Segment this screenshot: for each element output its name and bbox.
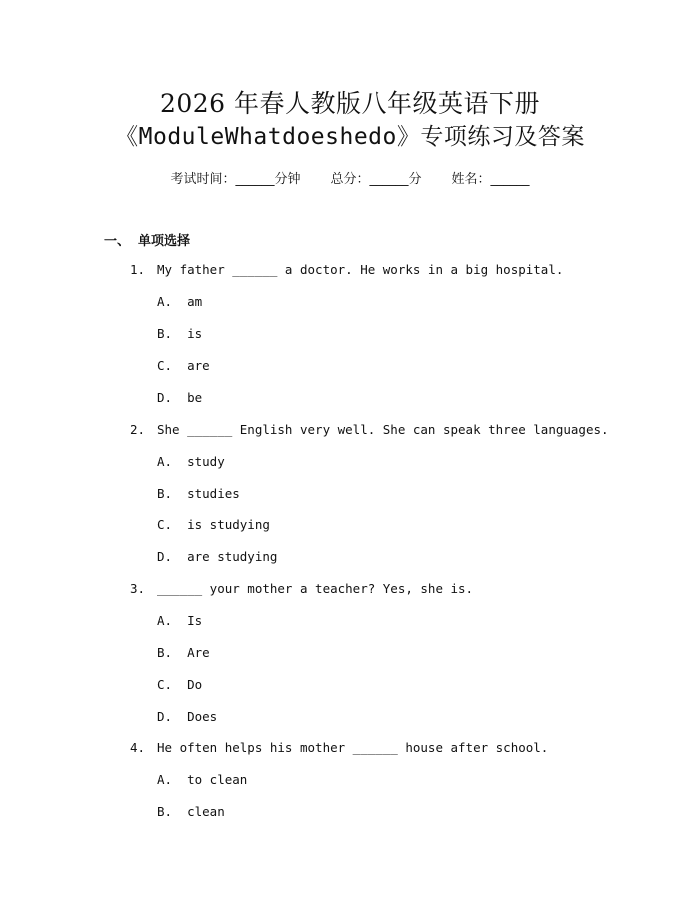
option-item: C. are (157, 358, 210, 373)
exam-time-label: 考试时间：______分钟 (170, 172, 301, 187)
section-title: 单项选择 (138, 234, 191, 249)
exam-meta (0, 168, 700, 187)
section-heading (104, 230, 190, 249)
option-item: A. Is (157, 613, 203, 628)
option-item: D. are studying (157, 549, 278, 564)
option-item: C. is studying (157, 517, 270, 532)
question-number: 3. (130, 581, 146, 596)
option-item: B. Are (157, 645, 210, 660)
option-item: A. to clean (157, 772, 248, 787)
document-title-line-2: 《ModuleWhatdoeshedo》专项练习及答案 (115, 124, 585, 150)
option-item: D. Does (157, 709, 218, 724)
document-title-line-1: 2026 年春人教版八年级英语下册 (159, 89, 541, 118)
question-number: 1. (130, 262, 146, 277)
question-text: My father ______ a doctor. He works in a big hospital. (157, 262, 564, 277)
question-number: 2. (130, 422, 146, 437)
total-score-label: 总分：______分 (330, 172, 422, 187)
option-item: B. clean (157, 804, 225, 819)
option-item: D. be (157, 390, 203, 405)
option-item: A. study (157, 454, 225, 469)
question-text: ______ your mother a teacher? Yes, she is. (157, 581, 474, 596)
option-item: C. Do (157, 677, 203, 692)
student-name-label: 姓名：______ (451, 172, 530, 187)
question-number: 4. (130, 740, 146, 755)
option-item: B. is (157, 326, 203, 341)
option-item: A. am (157, 294, 203, 309)
option-item: B. studies (157, 486, 240, 501)
question-text: She ______ English very well. She can speak three languages. (157, 422, 609, 437)
question-text: He often helps his mother ______ house after school. (157, 740, 549, 755)
section-number: 一、 (104, 234, 131, 249)
